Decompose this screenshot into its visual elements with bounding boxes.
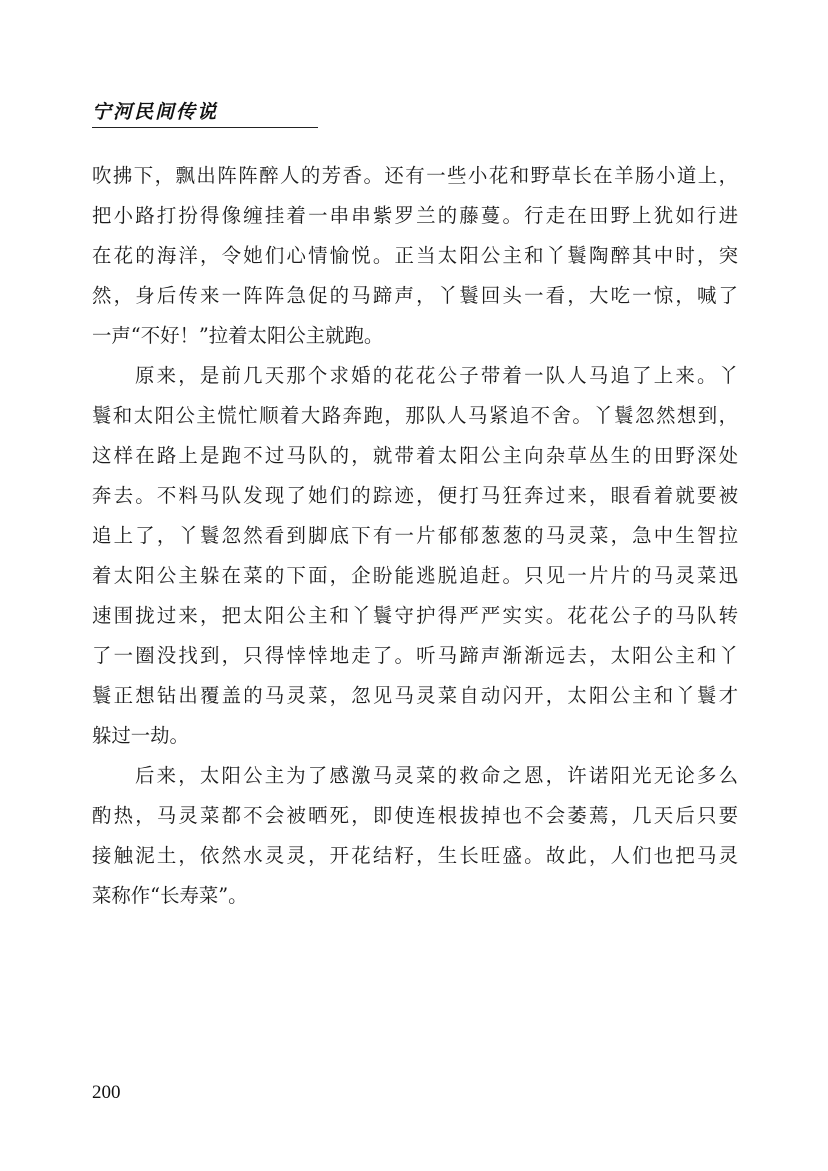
text-line: 酌热，马灵菜都不会被晒死，即使连根拔掉也不会萎蔫，几天后只要	[92, 804, 738, 827]
text-line: 后来，太阳公主为了感激马灵菜的救命之恩，许诺阳光无论多么	[135, 764, 738, 787]
text-line: 了一圈没找到，只得悻悻地走了。听马蹄声渐渐远去，太阳公主和丫	[92, 644, 738, 667]
text-line: 这样在路上是跑不过马队的，就带着太阳公主向杂草丛生的田野深处	[92, 444, 738, 467]
text-line: 一声“不好！”拉着太阳公主就跑。	[92, 324, 384, 347]
paragraph-2	[92, 356, 738, 756]
text-line: 着太阳公主躲在菜的下面，企盼能逃脱追赶。只见一片片的马灵菜迅	[92, 564, 738, 587]
text-line: 奔去。不料马队发现了她们的踪迹，便打马狂奔过来，眼看着就要被	[92, 484, 738, 507]
text-line: 接触泥土，依然水灵灵，开花结籽，生长旺盛。故此，人们也把马灵	[92, 844, 738, 867]
book-title: 宁河民间传说	[92, 101, 219, 123]
text-line: 鬟正想钻出覆盖的马灵菜，忽见马灵菜自动闪开，太阳公主和丫鬟才	[92, 684, 738, 707]
text-line: 在花的海洋，令她们心情愉悦。正当太阳公主和丫鬟陶醉其中时，突	[92, 244, 738, 267]
text-line: 吹拂下，飘出阵阵醉人的芳香。还有一些小花和野草长在羊肠小道上，	[92, 164, 738, 187]
text-line: 追上了，丫鬟忽然看到脚底下有一片郁郁葱葱的马灵菜，急中生智拉	[92, 524, 738, 547]
text-line: 把小路打扮得像缠挂着一串串紫罗兰的藤蔓。行走在田野上犹如行进	[92, 204, 738, 227]
paragraph-1	[92, 156, 738, 356]
paragraph-3	[92, 756, 738, 916]
body-text	[92, 156, 738, 916]
running-header	[92, 100, 318, 128]
page-number: 200	[92, 1082, 121, 1103]
text-line: 原来，是前几天那个求婚的花花公子带着一队人马追了上来。丫	[135, 364, 738, 387]
text-line: 然，身后传来一阵阵急促的马蹄声，丫鬟回头一看，大吃一惊，喊了	[92, 284, 738, 307]
text-line: 速围拢过来，把太阳公主和丫鬟守护得严严实实。花花公子的马队转	[92, 604, 738, 627]
text-line: 菜称作“长寿菜”。	[92, 884, 248, 907]
text-line: 鬟和太阳公主慌忙顺着大路奔跑，那队人马紧追不舍。丫鬟忽然想到，	[92, 404, 738, 427]
text-line: 躲过一劫。	[92, 724, 189, 747]
